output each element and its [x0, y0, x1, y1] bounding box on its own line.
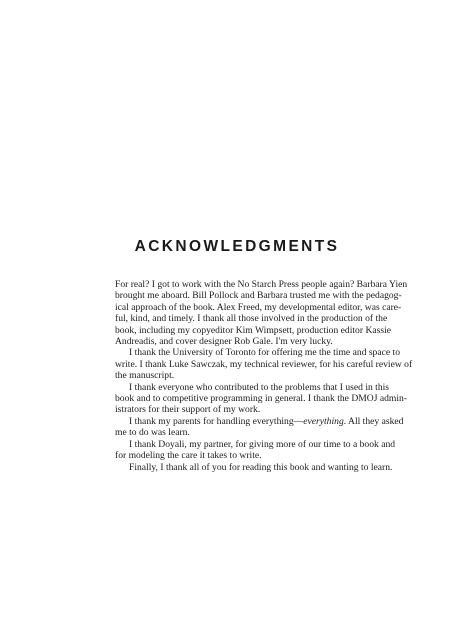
paragraph-2 [115, 347, 413, 382]
text-line: ical approach of the book. Alex Freed, my developmental editor, was care- [115, 301, 402, 313]
text-line: istrators for their support of my work. [115, 404, 261, 416]
text-line: write. I thank Luke Sawczak, my technical reviewer, for his careful review of [115, 358, 413, 370]
chapter-heading: ACKNOWLEDGMENTS [134, 238, 340, 255]
paragraph-1 [115, 279, 408, 348]
text-line: Finally, I thank all of you for reading this book and wanting to learn. [129, 461, 393, 473]
paragraph-4 [115, 415, 404, 439]
text-line: book, including my copyeditor Kim Wimpsett, production editor Kassie [115, 324, 392, 336]
acknowledgments-body [115, 279, 413, 473]
text-line: for modeling the care it takes to write. [115, 450, 262, 462]
text-line: I thank the University of Toronto for offering me the time and space to [129, 347, 400, 359]
text-line [115, 415, 404, 427]
text-line: For real? I got to work with the No Starch Press people again? Barbara Yien [115, 279, 408, 290]
text-line: Andreadis, and cover designer Rob Gale. I'm very lucky. [115, 336, 333, 348]
text-line: me to do was learn. [115, 427, 190, 439]
text-line: the manuscript. [115, 370, 175, 382]
text-fragment: I thank my parents for handling everything— [129, 415, 304, 427]
text-line: I thank everyone who contributed to the problems that I used in this [129, 381, 390, 393]
text-line: book and to competitive programming in general. I thank the DMOJ admin- [115, 393, 408, 405]
text-line: I thank Doyali, my partner, for giving more of our time to a book and [129, 438, 396, 450]
text-line: brought me aboard. Bill Pollock and Barbara trusted me with the pedagog- [115, 290, 402, 302]
text-fragment: . All they asked [343, 415, 404, 427]
paragraph-3 [115, 381, 408, 416]
paragraph-5 [115, 438, 396, 462]
emphasized-word: everything [303, 415, 344, 427]
paragraph-6 [115, 461, 393, 473]
text-line: ful, kind, and timely. I thank all those involved in the production of the [115, 313, 388, 325]
